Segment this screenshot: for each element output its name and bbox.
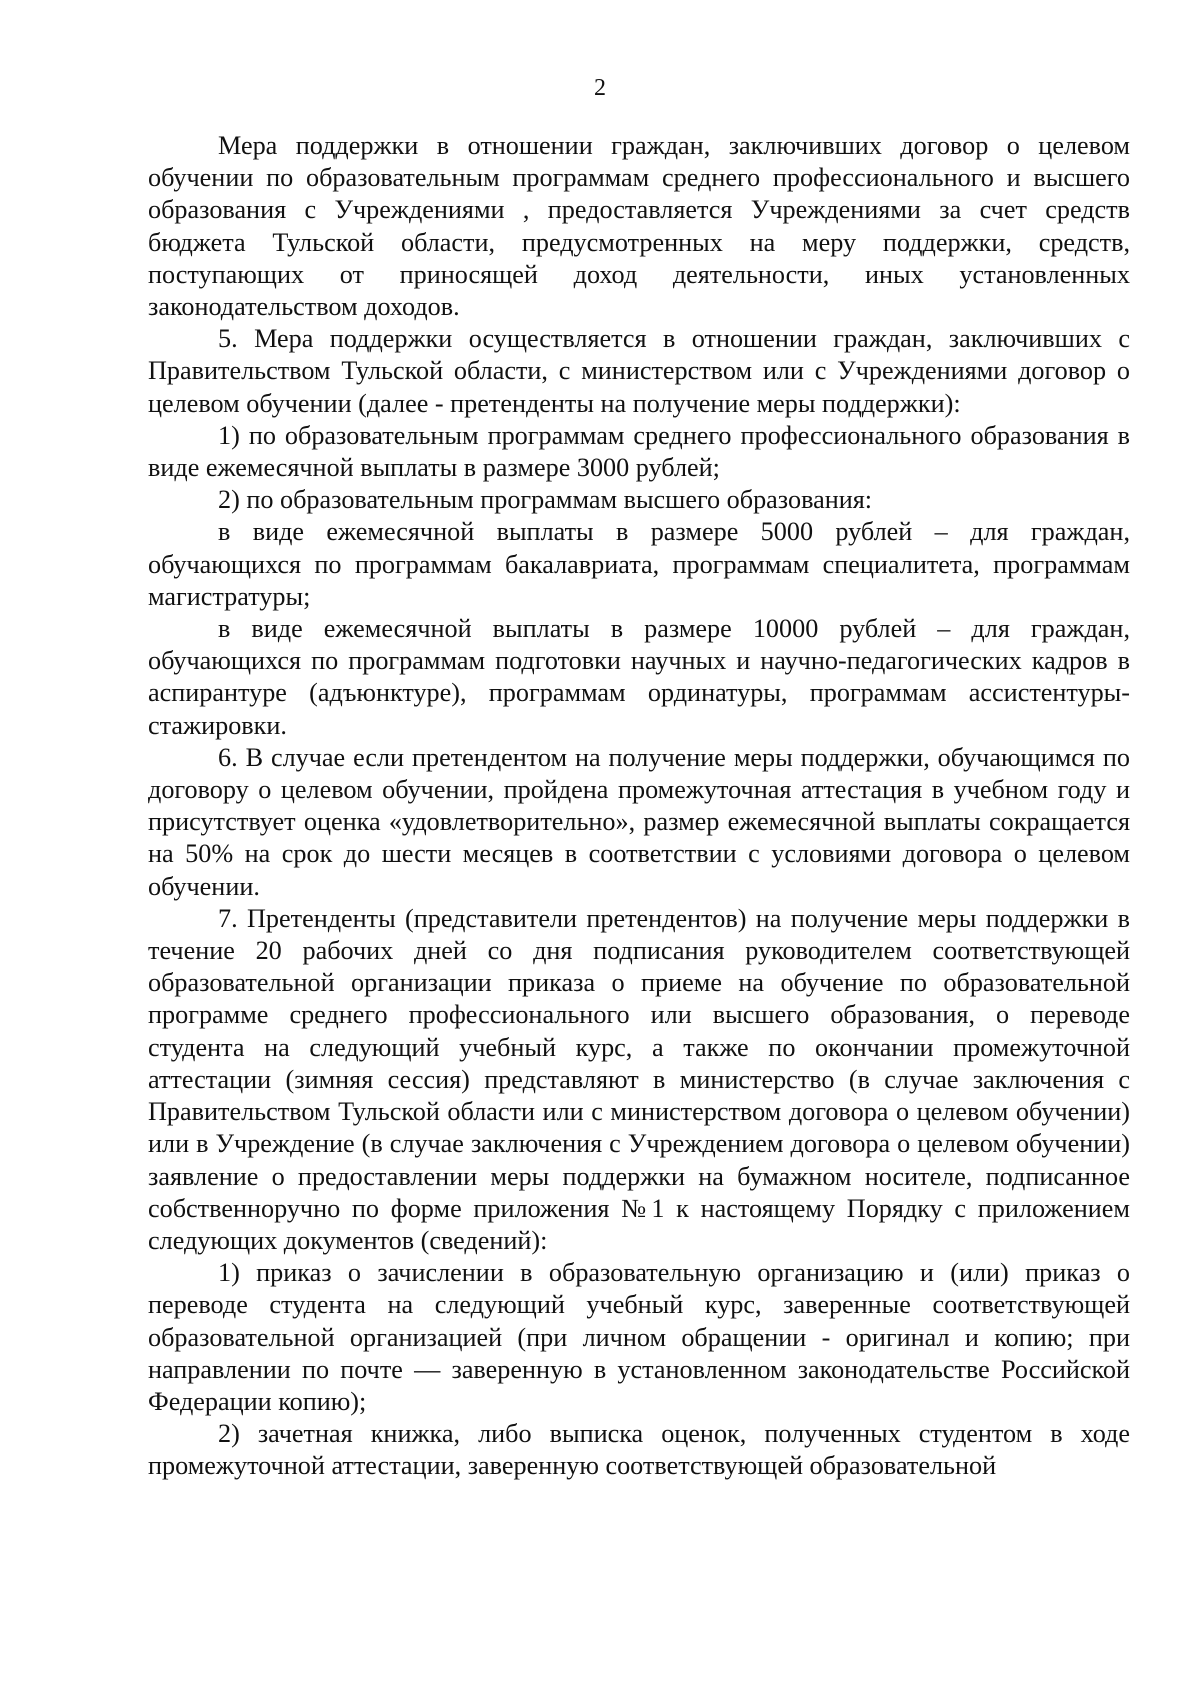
paragraph-postgraduate-payment: в виде ежемесячной выплаты в размере 10000 рублей – для граждан, обучающихся по программам подготовки научных и научно-педагогических кадров в аспирантуре (адъюнктуре), программам ординатуры, программам ассистентуры-стажировки. bbox=[148, 614, 1130, 740]
paragraph-item-7: 7. Претенденты (представители претендентов) на получение меры поддержки в течение 20 рабочих дней со дня подписания руководителем соответствующей образовательной организации приказа о приеме на обучение по образовательной программе среднего профессионального или высшего образования, о переводе студента на следующий учебный курс, а также по окончании промежуточной аттестации (зимняя сессия) представляют в министерство (в случае заключения с Правительством Тульской области или с министерством договора о целевом обучении) или в Учреждение (в случае заключения с Учреждением договора о целевом обучении) заявление о предоставлении меры поддержки на бумажном носителе, подписанное собственноручно по форме приложения №1 к настоящему Порядку с приложением следующих документов (сведений): bbox=[148, 903, 1130, 1255]
paragraph-item-7-1: 1) приказ о зачислении в образовательную организацию и (или) приказ о переводе студента на следующий учебный курс, заверенные соответствующей образовательной организацией (при личном обращении - оригинал и копию; при направлении по почте — заверенную в установленном законодательстве Российской Федерации копию); bbox=[148, 1258, 1130, 1416]
paragraph-item-7-2: 2) зачетная книжка, либо выписка оценок, полученных студентом в ходе промежуточной аттестации, заверенную соответствующей образовательной bbox=[148, 1419, 1130, 1481]
page-number: 2 bbox=[594, 75, 606, 101]
paragraph-item-5-2: 2) по образовательным программам высшего образования: bbox=[218, 485, 873, 515]
paragraph-bachelor-payment: в виде ежемесячной выплаты в размере 5000 рублей – для граждан, обучающихся по программам бакалавриата, программам специалитета, программам магистратуры; bbox=[148, 517, 1130, 611]
paragraph-item-5: 5. Мера поддержки осуществляется в отношении граждан, заключивших с Правительством Тульской области, с министерством или с Учреждениями договор о целевом обучении (далее - претенденты на получение меры поддержки): bbox=[148, 324, 1130, 418]
document-body bbox=[148, 130, 1130, 1483]
paragraph-funding-source: Мера поддержки в отношении граждан, заключивших договор о целевом обучении по образовательным программам среднего профессионального и высшего образования с Учреждениями , предоставляется Учреждениями за счет средств бюджета Тульской области, предусмотренных на меру поддержки, средств, поступающих от приносящей доход деятельности, иных установленных законодательством доходов. bbox=[148, 131, 1130, 322]
paragraph-item-5-1: 1) по образовательным программам среднего профессионального образования в виде ежемесячной выплаты в размере 3000 рублей; bbox=[148, 420, 1130, 483]
paragraph-item-6: 6. В случае если претендентом на получение меры поддержки, обучающимся по договору о целевом обучении, пройдена промежуточная аттестация в учебном году и присутствует оценка «удовлетворительно», размер ежемесячной выплаты сокращается на 50% на срок до шести месяцев в соответствии с условиями договора о целевом обучении. bbox=[148, 742, 1130, 901]
